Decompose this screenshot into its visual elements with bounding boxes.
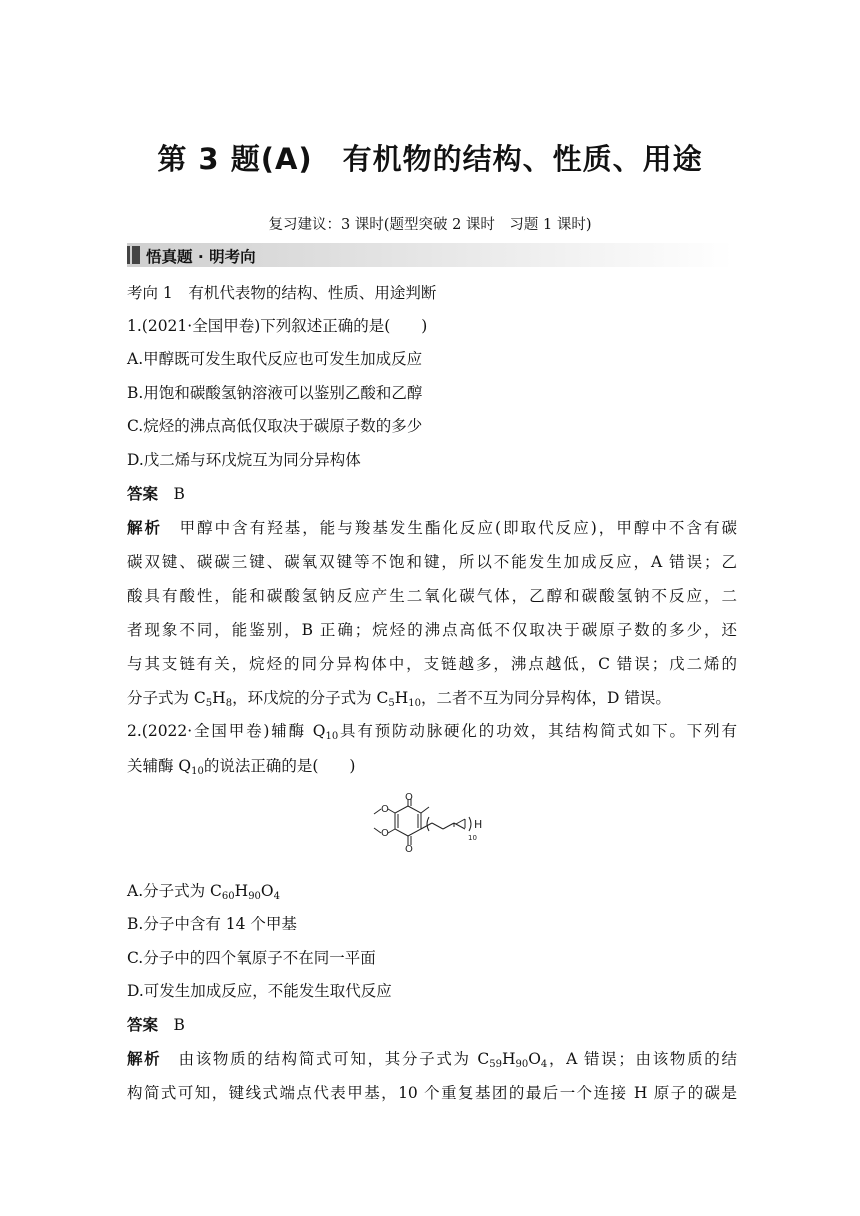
page-title: 第 3 题(A) 有机物的结构、性质、用途 (157, 142, 703, 176)
q1-stem: 1.(2021·全国甲卷)下列叙述正确的是( ) (127, 317, 428, 335)
direction-label: 考向 1 (127, 284, 173, 302)
q1-analysis-line-5: 与其支链有关，烷烃的同分异构体中，支链越多，沸点越低，C 错误；戊二烯的 (127, 655, 737, 673)
q1-analysis-line-2: 碳双键、碳碳三键、碳氧双键等不饱和键，所以不能发生加成反应，A 错误；乙 (127, 553, 737, 571)
q1-option-a: A.甲醇既可发生取代反应也可发生加成反应 (127, 350, 423, 368)
q1-answer-value: B (173, 485, 185, 503)
section-header-label: 悟真题 · 明考向 (146, 248, 256, 266)
q1-option-c: C.烷烃的沸点高低仅取决于碳原子数的多少 (127, 417, 423, 435)
q2-option-a: A.分子式为 $C_{60}H_{90}O_4$ (127, 882, 281, 902)
q2-stem-line-2: 关辅酶 $Q_{10}$的说法正确的是( ) (127, 757, 356, 777)
q1-answer-label: 答案 (127, 485, 159, 503)
q2-answer-value: B (173, 1016, 185, 1034)
q2-answer (127, 1015, 737, 1035)
coenzyme-q10-structure-diagram (368, 790, 492, 866)
q1-option-b: B.用饱和碳酸氢钠溶液可以鉴别乙酸和乙醇 (127, 384, 423, 402)
section-header (127, 243, 733, 267)
q1-analysis-line-3: 酸具有酸性，能和碳酸氢钠反应产生二氧化碳气体，乙醇和碳酸氢钠不反应，二 (127, 587, 737, 605)
section-marker-icon (127, 246, 130, 264)
q2-answer-label: 答案 (127, 1016, 159, 1034)
hydrogen-label: H (474, 818, 483, 831)
oxygen-label-top: O (405, 792, 413, 803)
direction-heading (127, 283, 737, 303)
q1-option-d: D.戊二烯与环戊烷互为同分异构体 (127, 451, 361, 469)
oxygen-label-methoxy-2: O (381, 828, 389, 839)
q1-analysis-line-1: 解析 甲醇中含有羟基，能与羧基发生酯化反应(即取代反应)，甲醇中不含有碳 (127, 519, 737, 537)
q1-answer (127, 484, 737, 504)
oxygen-label-bottom: O (405, 844, 413, 855)
section-marker-block-icon (132, 246, 140, 264)
q2-stem-line-1: 2.(2022·全国甲卷)辅酶 $Q_{10}$具有预防动脉硬化的功效，其结构简式如下。下列有 (127, 722, 737, 742)
review-suggestion: 复习建议：3 课时(题型突破 2 课时 习题 1 课时) (268, 217, 592, 233)
direction-title: 有机代表物的结构、性质、用途判断 (188, 284, 437, 302)
oxygen-label-methoxy-1: O (381, 804, 389, 815)
q1-analysis-line-4: 者现象不同，能鉴别，B 正确；烷烃的沸点高低不仅取决于碳原子数的多少，还 (127, 621, 737, 639)
q1-analysis-label: 解析 (127, 519, 163, 537)
q2-option-b: B.分子中含有 14 个甲基 (127, 915, 297, 933)
q2-analysis-line-1: 解析 由该物质的结构简式可知，其分子式为 $C_{59}H_{90}O_4$，A 错误；由该物质的结 (127, 1050, 737, 1070)
repeat-count-label: 10 (468, 834, 477, 842)
q2-option-c: C.分子中的四个氧原子不在同一平面 (127, 949, 376, 967)
q2-option-d: D.可发生加成反应，不能发生取代反应 (127, 982, 392, 1000)
q1-analysis-line-6: 分子式为 $C_5H_8$，环戊烷的分子式为 $C_5H_{10}$，二者不互为同分异构体，D 错误。 (127, 689, 671, 709)
q2-analysis-label: 解析 (127, 1050, 162, 1068)
q2-analysis-line-2: 构简式可知，键线式端点代表甲基，10 个重复基团的最后一个连接 H 原子的碳是 (127, 1084, 737, 1102)
